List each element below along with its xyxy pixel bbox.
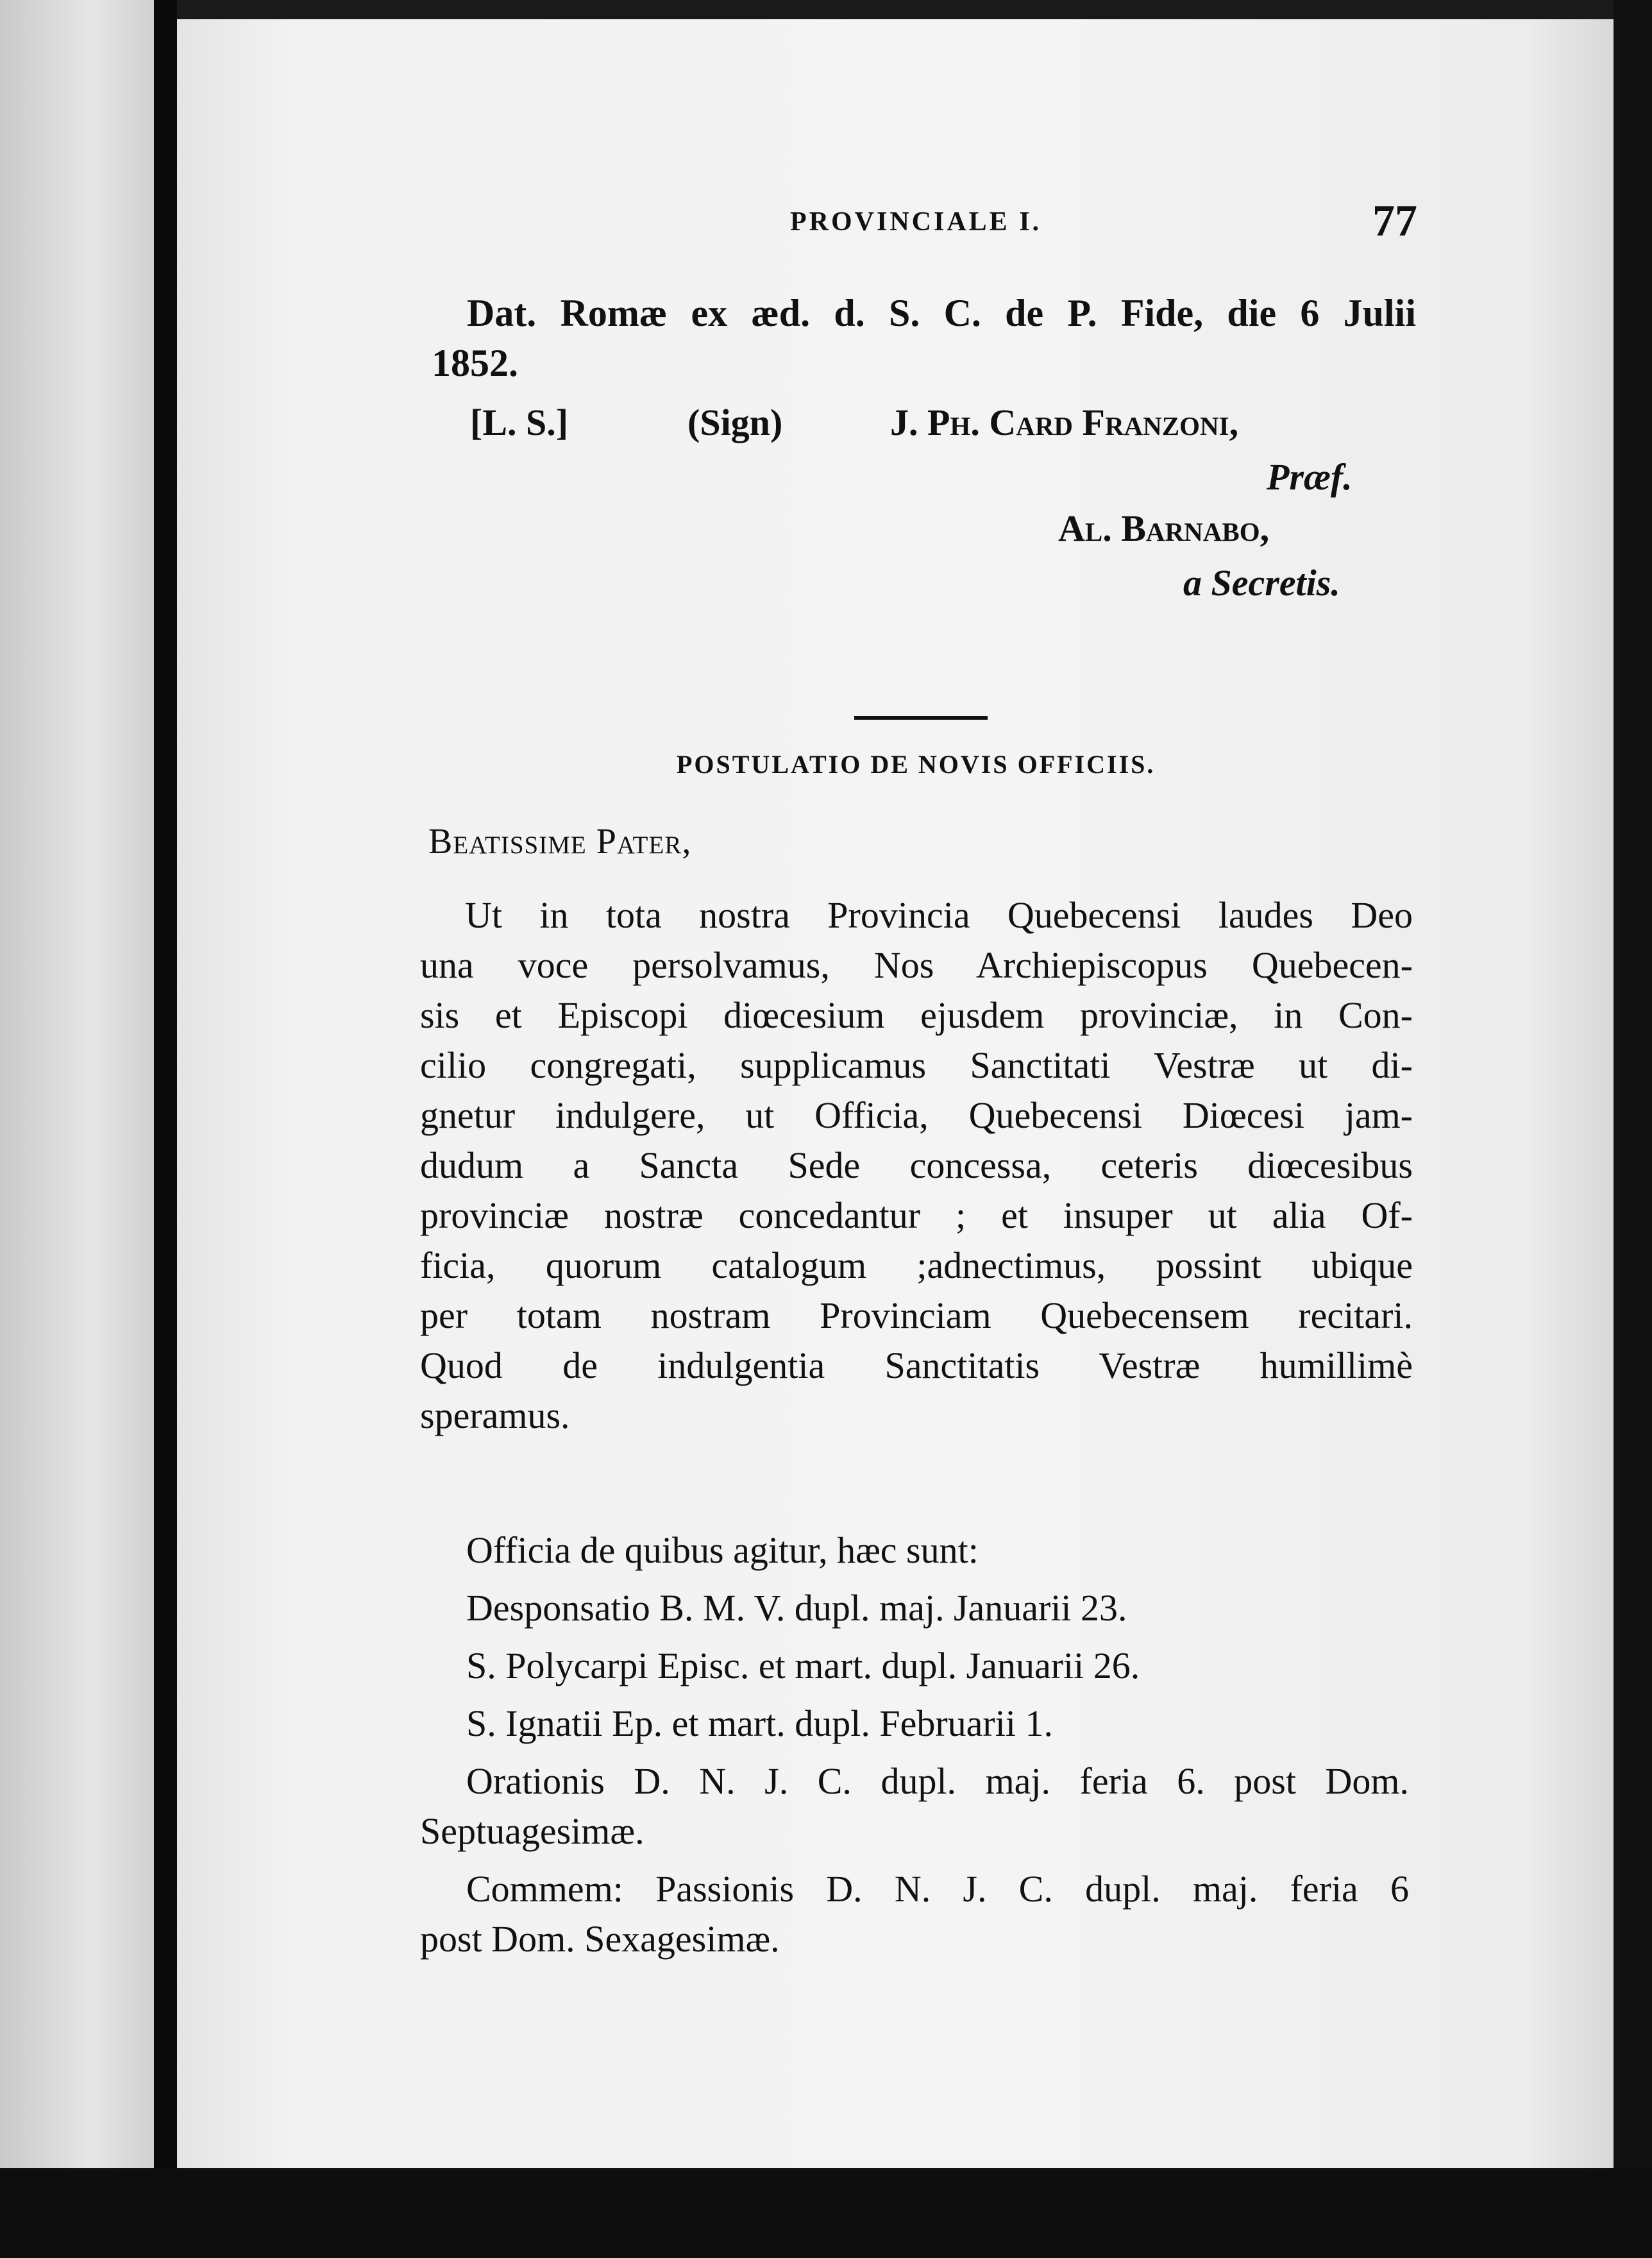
secretary-name: Al. Barnabo, — [1058, 507, 1270, 549]
petition-line: per totam nostram Provinciam Quebecensem recitari. — [420, 1295, 1413, 1336]
secretary-role: a Secretis. — [1183, 562, 1340, 604]
officium-commem: Commem: Passionis D. N. J. C. dupl. maj. feria 6 — [466, 1868, 1409, 1910]
officium-orationis: Orationis D. N. J. C. dupl. maj. feria 6. post Dom. — [466, 1760, 1409, 1802]
petition-line: provinciæ nostræ concedantur ; et insuper ut alia Of- — [420, 1194, 1413, 1236]
section-divider — [854, 716, 988, 720]
salutation: Beatissime Pater, — [428, 822, 692, 862]
officium-item: Desponsatio B. M. V. dupl. maj. Januarii 23. — [466, 1587, 1127, 1629]
officium-item: S. Ignatii Ep. et mart. dupl. Februarii 1. — [466, 1702, 1053, 1744]
dating-line-2: 1852. — [432, 342, 518, 384]
book-gutter — [154, 0, 177, 2258]
petition-line: una voce persolvamus, Nos Archiepiscopus Quebecen- — [420, 944, 1413, 986]
petition-line: Quod de indulgentia Sanctitatis Vestræ humillimè — [420, 1345, 1413, 1386]
page-edge-shadow — [1614, 0, 1652, 2258]
facing-page-edge — [0, 0, 154, 2258]
petition-paragraph — [420, 890, 1413, 1441]
officia-intro: Officia de quibus agitur, hæc sunt: — [466, 1529, 979, 1571]
petition-line: gnetur indulgere, ut Officia, Quebecensi Diœcesi jam- — [420, 1094, 1413, 1136]
petition-line: sis et Episcopi diœcesium ejusdem provinciæ, in Con- — [420, 994, 1413, 1036]
petition-line: dudum a Sancta Sede concessa, ceteris diœcesibus — [420, 1144, 1413, 1186]
sign-mark: (Sign) — [687, 402, 783, 443]
signatory-role: Præf. — [1267, 456, 1353, 498]
petition-line: speramus. — [420, 1395, 570, 1436]
scan-border — [0, 2168, 1652, 2258]
officium-commem-cont: post Dom. Sexagesimæ. — [420, 1918, 780, 1960]
dating-line-1: Dat. Romæ ex æd. d. S. C. de P. Fide, die 6 Julii — [467, 292, 1416, 334]
petition-line: Ut in tota nostra Provincia Quebecensi laudes Deo — [465, 894, 1413, 936]
seal-mark: [L. S.] — [470, 402, 569, 443]
officium-orationis-cont: Septuagesimæ. — [420, 1810, 645, 1852]
petition-line: cilio congregati, supplicamus Sanctitati Vestræ ut di- — [420, 1044, 1413, 1086]
officium-item: S. Polycarpi Episc. et mart. dupl. Januarii 26. — [466, 1645, 1140, 1686]
running-title: PROVINCIALE I. — [790, 207, 1042, 237]
page-number: 77 — [1372, 196, 1417, 246]
section-title: POSTULATIO DE NOVIS OFFICIIS. — [677, 750, 1156, 779]
petition-line: ficia, quorum catalogum ;adnectimus, possint ubique — [420, 1244, 1413, 1286]
signatory-name: J. Ph. Card Franzoni, — [890, 402, 1239, 443]
